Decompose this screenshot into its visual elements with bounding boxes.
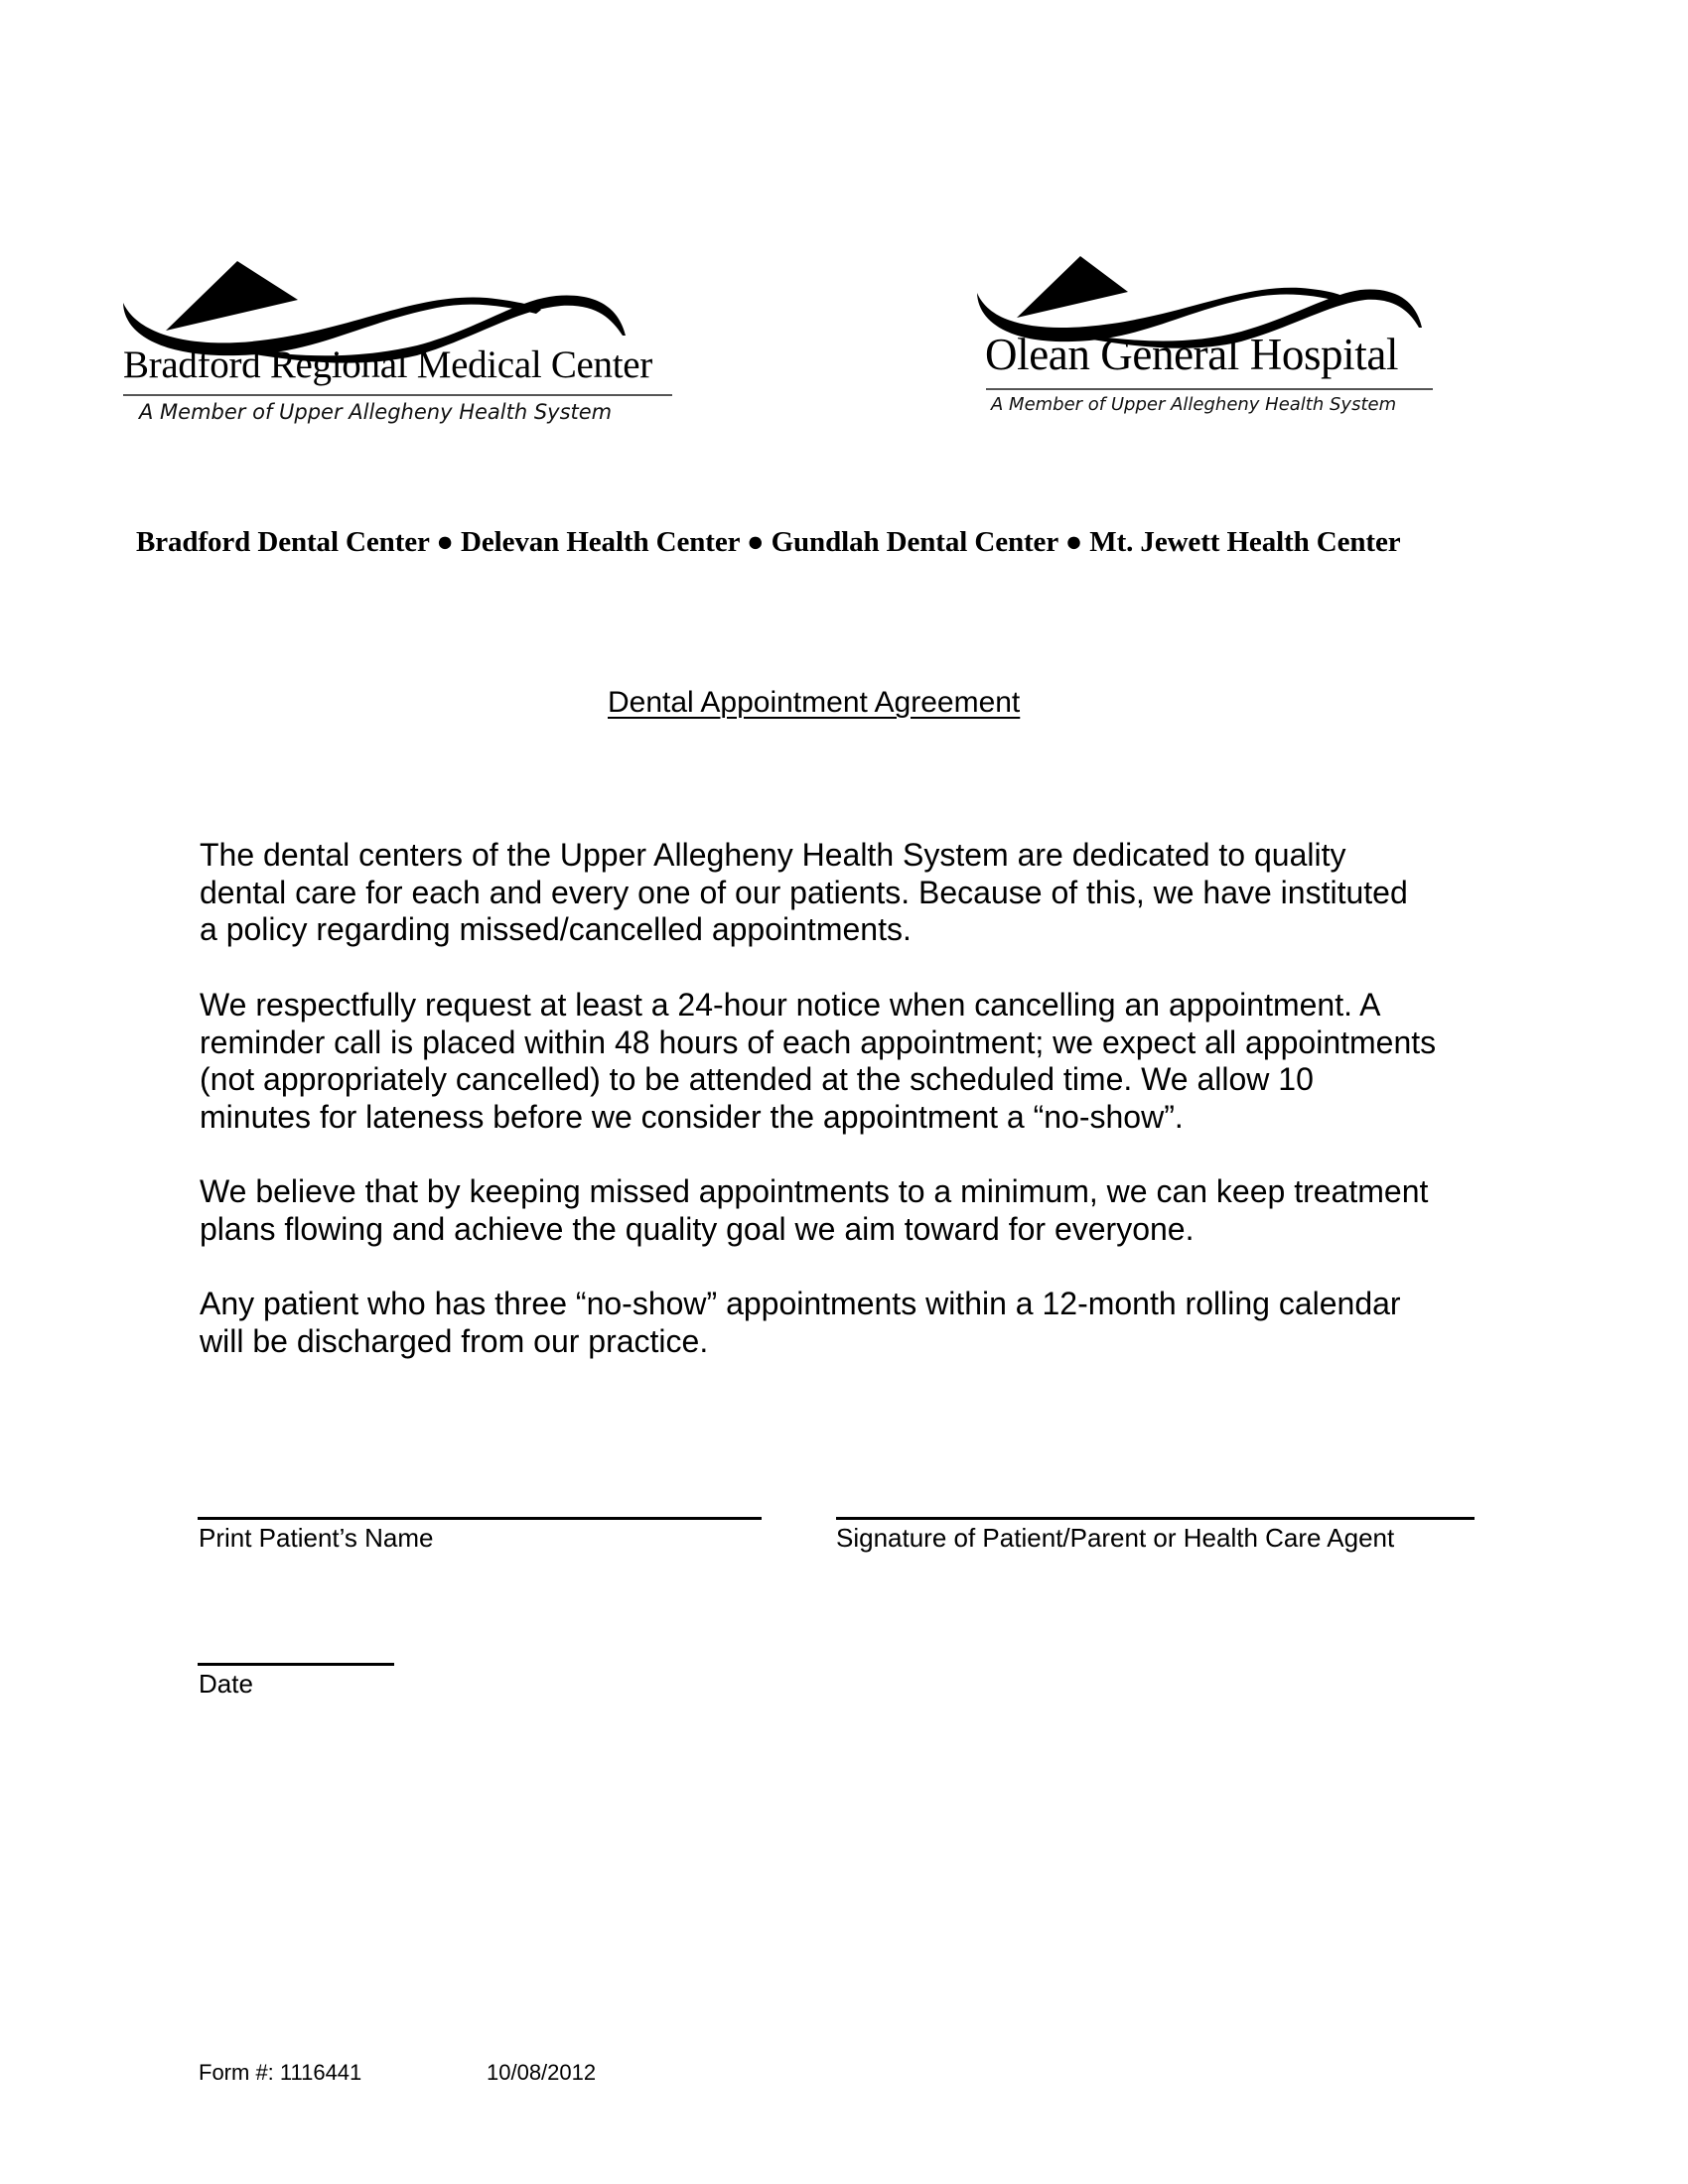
- paragraph-line: The dental centers of the Upper Allegheny Health System are dedicated to quality: [200, 837, 1346, 873]
- paragraph-line: reminder call is placed within 48 hours of each appointment; we expect all appointments: [200, 1024, 1437, 1060]
- paragraph-line: minutes for lateness before we consider the appointment a “no-show”.: [200, 1098, 1184, 1135]
- logo-subtitle: A Member of Upper Allegheny Health System: [139, 400, 613, 424]
- paragraph-line: Any patient who has three “no-show” appointments within a 12-month rolling calendar: [200, 1286, 1401, 1321]
- paragraph-line: (not appropriately cancelled) to be attended at the scheduled time. We allow 10: [200, 1061, 1314, 1097]
- paragraph-line: We respectfully request at least a 24-hour notice when cancelling an appointment. A: [200, 987, 1381, 1023]
- paragraph-4: [200, 1286, 1520, 1360]
- form-date: 10/08/2012: [487, 2060, 597, 2085]
- paragraph-line: dental care for each and every one of our patients. Because of this, we have instituted: [200, 874, 1408, 910]
- paragraph-line: We believe that by keeping missed appointments to a minimum, we can keep treatment: [200, 1173, 1429, 1209]
- logo-hospital-name: Olean General Hospital: [985, 330, 1399, 379]
- mountain-swoosh-logo-icon: [0, 0, 1688, 437]
- document-title: Dental Appointment Agreement: [608, 686, 1021, 719]
- paragraph-line: will be discharged from our practice.: [200, 1322, 709, 1359]
- paragraph-1: [200, 837, 1520, 949]
- paragraph-line: a policy regarding missed/cancelled appointments.: [200, 911, 912, 947]
- paragraph-line: plans flowing and achieve the quality goal we aim toward for everyone.: [200, 1210, 1195, 1247]
- health-centers-list: Bradford Dental Center ● Delevan Health Center ● Gundlah Dental Center ● Mt. Jewett Health Center: [136, 526, 1401, 558]
- paragraph-3: [200, 1173, 1520, 1248]
- date-label: Date: [199, 1669, 253, 1699]
- logo-hospital-name: Bradford Regional Medical Center: [123, 343, 652, 386]
- patient-name-label: Print Patient’s Name: [199, 1523, 434, 1553]
- paragraph-2: [200, 987, 1520, 1136]
- olean-general-logo: [0, 0, 1688, 437]
- date-field[interactable]: [198, 1663, 394, 1666]
- logo-divider: [986, 388, 1433, 390]
- logo-subtitle: A Member of Upper Allegheny Health System: [991, 394, 1397, 415]
- form-number: Form #: 1116441: [199, 2060, 362, 2085]
- signature-field[interactable]: [836, 1517, 1475, 1520]
- patient-name-field[interactable]: [198, 1517, 762, 1520]
- signature-label: Signature of Patient/Parent or Health Care Agent: [836, 1523, 1395, 1553]
